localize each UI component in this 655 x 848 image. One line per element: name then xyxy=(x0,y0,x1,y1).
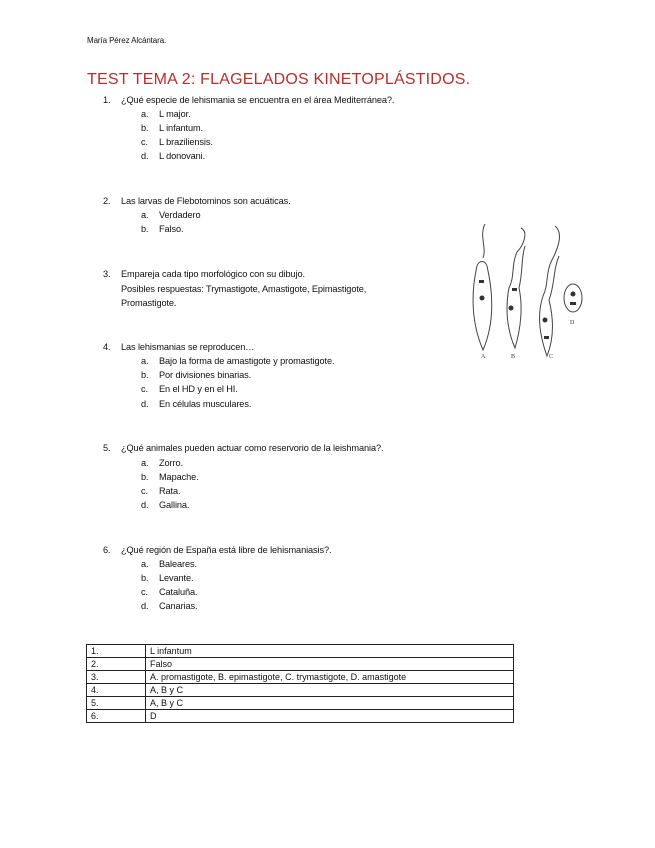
question-text: Las lehismanias se reproducen… xyxy=(121,342,255,352)
question-6-option-d xyxy=(141,599,197,614)
option-text: Gallina. xyxy=(159,500,190,510)
option-text: L infantum. xyxy=(159,123,204,133)
figure-label-b: B xyxy=(511,354,516,360)
answer-cell: L infantum xyxy=(146,645,514,658)
option-text: Falso. xyxy=(159,224,184,234)
option-letter: d. xyxy=(141,500,149,510)
question-number: 1. xyxy=(103,95,111,105)
question-6-option-b xyxy=(141,571,193,586)
question-number: 3. xyxy=(103,269,111,279)
question-3 xyxy=(103,267,366,311)
question-1-option-d xyxy=(141,149,205,164)
option-letter: d. xyxy=(141,151,149,161)
nucleus-b xyxy=(509,306,514,311)
question-1-option-c xyxy=(141,135,213,150)
option-text: Rata. xyxy=(159,486,181,496)
question-5-option-b xyxy=(141,470,199,485)
answer-cell: D xyxy=(146,710,514,723)
table-row xyxy=(87,658,514,671)
option-text: L braziliensis. xyxy=(159,137,213,147)
answer-number-cell: 6. xyxy=(87,710,146,723)
option-letter: b. xyxy=(141,224,149,234)
option-text: Levante. xyxy=(159,573,194,583)
option-letter: c. xyxy=(141,587,148,597)
question-5-option-d xyxy=(141,498,189,513)
table-row xyxy=(87,697,514,710)
question-4 xyxy=(103,340,254,355)
question-1-option-a xyxy=(141,107,191,122)
question-4-option-b xyxy=(141,368,251,383)
option-text: Verdadero xyxy=(159,210,201,220)
option-letter: b. xyxy=(141,573,149,583)
table-row xyxy=(87,710,514,723)
option-letter: a. xyxy=(141,210,149,220)
option-letter: a. xyxy=(141,109,149,119)
question-2 xyxy=(103,194,291,209)
option-letter: c. xyxy=(141,486,148,496)
question-6 xyxy=(103,543,331,558)
question-number: 5. xyxy=(103,443,111,453)
amastigote-drawing xyxy=(564,284,582,312)
option-letter: d. xyxy=(141,601,149,611)
option-letter: b. xyxy=(141,370,149,380)
question-2-option-a xyxy=(141,208,201,223)
table-row xyxy=(87,684,514,697)
morphology-figure xyxy=(463,222,593,362)
answer-key-table xyxy=(86,644,514,723)
answer-number-cell: 1. xyxy=(87,645,146,658)
option-letter: a. xyxy=(141,356,149,366)
question-text: Empareja cada tipo morfológico con su dibujo. xyxy=(121,269,305,279)
answer-number-cell: 3. xyxy=(87,671,146,684)
option-text: Baleares. xyxy=(159,559,197,569)
question-number: 2. xyxy=(103,196,111,206)
question-1-option-b xyxy=(141,121,203,136)
promastigote-drawing xyxy=(473,224,492,350)
option-text: Por divisiones binarias. xyxy=(159,370,252,380)
kinetoplast-d xyxy=(570,302,576,305)
answer-cell: Falso xyxy=(146,658,514,671)
question-text: ¿Qué animales pueden actuar como reservorio de la leishmania?. xyxy=(121,443,384,453)
option-text: Zorro. xyxy=(159,458,183,468)
kinetoplast-a xyxy=(479,280,484,283)
nucleus-d xyxy=(571,292,576,297)
answer-number-cell: 2. xyxy=(87,658,146,671)
question-6-option-a xyxy=(141,557,197,572)
question-4-option-c xyxy=(141,382,238,397)
option-letter: a. xyxy=(141,458,149,468)
page-title: TEST TEMA 2: FLAGELADOS KINETOPLÁSTIDOS. xyxy=(87,71,471,88)
question-number: 6. xyxy=(103,545,111,555)
option-text: En células musculares. xyxy=(159,399,252,409)
figure-label-d: D xyxy=(570,320,575,326)
answer-cell: A. promastigote, B. epimastigote, C. trymastigote, D. amastigote xyxy=(146,671,514,684)
option-text: L donovani. xyxy=(159,151,206,161)
question-5-option-c xyxy=(141,484,180,499)
question-6-option-c xyxy=(141,585,197,600)
nucleus-c xyxy=(543,318,548,323)
figure-label-a: A xyxy=(481,354,486,360)
nucleus-a xyxy=(480,296,485,301)
answer-number-cell: 4. xyxy=(87,684,146,697)
answer-cell: A, B y C xyxy=(146,697,514,710)
answer-cell: A, B y C xyxy=(146,684,514,697)
table-row xyxy=(87,671,514,684)
option-text: L major. xyxy=(159,109,191,119)
option-letter: d. xyxy=(141,399,149,409)
figure-label-c: C xyxy=(549,354,554,360)
question-text: Las larvas de Flebotominos son acuáticas. xyxy=(121,196,291,206)
question-text: ¿Qué región de España está libre de lehismaniasis?. xyxy=(121,545,332,555)
question-text: ¿Qué especie de lehismania se encuentra en el área Mediterránea?. xyxy=(121,95,395,105)
table-row xyxy=(87,645,514,658)
option-letter: b. xyxy=(141,123,149,133)
question-5-option-a xyxy=(141,456,183,471)
kinetoplast-b xyxy=(512,288,517,291)
option-letter: c. xyxy=(141,384,148,394)
option-text: Canarias. xyxy=(159,601,198,611)
question-extra-line: Promastigote. xyxy=(121,298,177,308)
option-letter: c. xyxy=(141,137,148,147)
option-text: En el HD y en el HI. xyxy=(159,384,238,394)
trypomastigote-drawing xyxy=(540,226,560,356)
question-2-option-b xyxy=(141,222,183,237)
option-text: Mapache. xyxy=(159,472,199,482)
option-text: Cataluña. xyxy=(159,587,198,597)
option-letter: a. xyxy=(141,559,149,569)
option-letter: b. xyxy=(141,472,149,482)
kinetoplast-c xyxy=(544,336,549,339)
answer-number-cell: 5. xyxy=(87,697,146,710)
question-5 xyxy=(103,441,383,456)
author-name: María Pérez Alcántara. xyxy=(87,36,167,45)
question-4-option-d xyxy=(141,397,251,412)
option-text: Bajo la forma de amastigote y promastigote. xyxy=(159,356,335,366)
question-4-option-a xyxy=(141,354,334,369)
question-extra-line: Posibles respuestas: Trymastigote, Amastigote, Epimastigote, xyxy=(121,283,367,294)
question-1 xyxy=(103,93,394,108)
question-number: 4. xyxy=(103,342,111,352)
